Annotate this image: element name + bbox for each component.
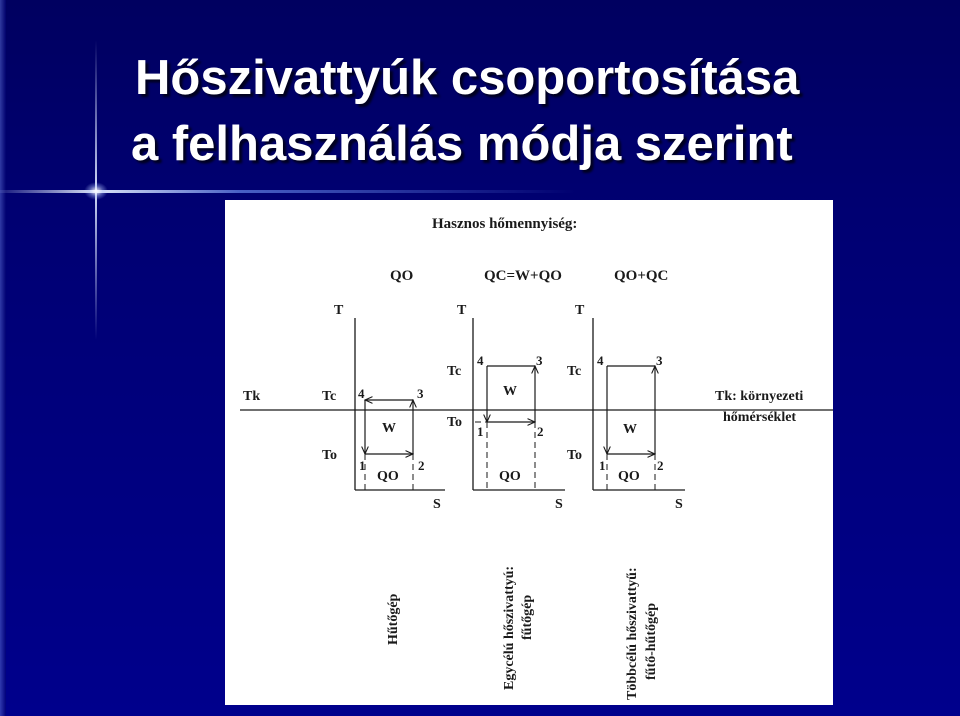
point-4-diagram-1: 4: [358, 386, 365, 401]
env-label-line-1: Tk: környezeti: [715, 389, 804, 404]
point-2-diagram-1: 2: [418, 458, 425, 473]
type-label-refrigerator: Hűtőgép: [386, 593, 401, 645]
axis-s-label-3: S: [675, 497, 683, 512]
work-label-2: W: [503, 384, 517, 399]
point-2-diagram-2: 2: [537, 424, 544, 439]
point-4-diagram-2: 4: [477, 353, 484, 368]
tc-label-3: Tc: [567, 364, 582, 379]
qo-label-1: QO: [377, 469, 399, 484]
work-label-3: W: [623, 422, 637, 437]
ts-diagram-heat-pump: [447, 303, 565, 690]
type-label-heat-pump-line-1: Egycélú hőszivattyú:: [502, 565, 517, 690]
slide-title-line-2: a felhasználás módja szerint: [131, 117, 793, 171]
type-label-heat-pump-line-2: fűtőgép: [520, 594, 535, 640]
tc-label-2: Tc: [447, 364, 462, 379]
axis-s-label-1: S: [433, 497, 441, 512]
sparkle-decoration: [84, 182, 108, 200]
tk-label-left: Tk: [243, 389, 261, 404]
point-3-diagram-3: 3: [656, 353, 663, 368]
useful-heat-1: QO: [390, 268, 414, 284]
point-3-diagram-2: 3: [536, 353, 543, 368]
point-4-diagram-3: 4: [597, 353, 604, 368]
type-label-multi-purpose-line-2: fűtő-hűtőgép: [644, 602, 659, 680]
heat-pump-diagram: [225, 200, 833, 705]
axis-t-label-1: T: [334, 303, 344, 318]
axis-t-label-2: T: [457, 303, 467, 318]
axis-t-label-3: T: [575, 303, 585, 318]
useful-heat-3: QO+QC: [614, 268, 669, 284]
slide-edge-decoration: [0, 0, 6, 716]
slide-title-line-1: Hőszivattyúk csoportosítása: [135, 51, 800, 105]
point-3-diagram-1: 3: [417, 386, 424, 401]
useful-heat-2: QC=W+QO: [484, 268, 562, 284]
work-label-1: W: [382, 421, 396, 436]
point-2-diagram-3: 2: [657, 458, 664, 473]
ts-diagram-multi-purpose: [567, 303, 685, 700]
tc-label-1: Tc: [322, 389, 337, 404]
diagram-svg: [225, 200, 833, 705]
point-1-diagram-1: 1: [359, 458, 366, 473]
env-label-line-2: hőmérséklet: [723, 410, 797, 425]
point-1-diagram-2: 1: [477, 424, 484, 439]
qo-label-2: QO: [499, 469, 521, 484]
diagram-heading: Hasznos hőmennyiség:: [432, 216, 578, 232]
axis-s-label-2: S: [555, 497, 563, 512]
point-1-diagram-3: 1: [599, 458, 606, 473]
type-label-multi-purpose-line-1: Többcélú hőszivattyű:: [625, 567, 640, 700]
qo-label-3: QO: [618, 469, 640, 484]
ts-diagram-refrigerator: [322, 303, 445, 645]
to-label-2: To: [447, 415, 463, 430]
to-label-3: To: [567, 448, 583, 463]
horizontal-accent-line: [0, 190, 960, 193]
to-label-1: To: [322, 448, 338, 463]
